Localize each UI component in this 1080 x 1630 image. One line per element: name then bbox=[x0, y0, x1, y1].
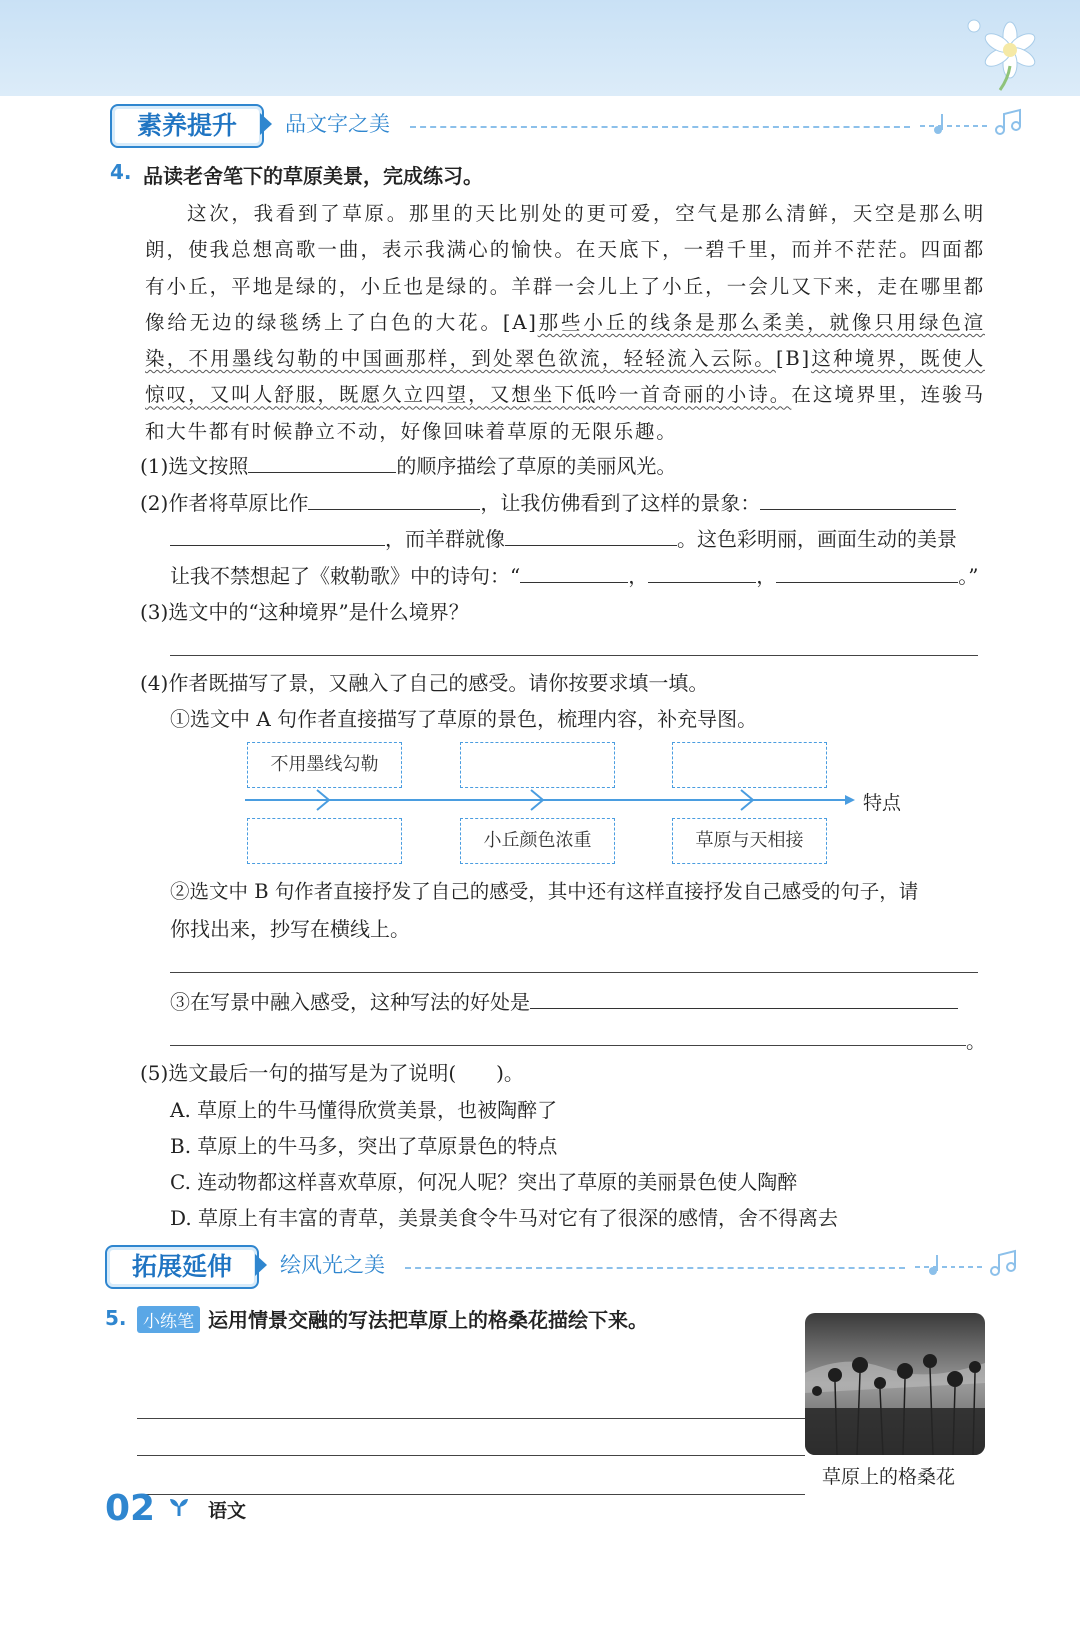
answer-line[interactable] bbox=[170, 655, 978, 656]
section-header-extension bbox=[105, 1245, 1005, 1289]
question-title-text: 运用情景交融的写法把草原上的格桑花描绘下来。 bbox=[208, 1308, 648, 1332]
sub-question-5: (5)选文最后一句的描写是为了说明( )。 bbox=[140, 1061, 524, 1085]
answer-line[interactable] bbox=[137, 1418, 805, 1419]
answer-line[interactable] bbox=[137, 1494, 805, 1495]
answer-blank[interactable] bbox=[308, 487, 480, 510]
badge-arrow-icon bbox=[255, 1254, 267, 1276]
answer-line[interactable] bbox=[137, 1455, 805, 1456]
answer-blank[interactable] bbox=[648, 560, 756, 583]
sub-question-4-item-3 bbox=[170, 986, 958, 1015]
marker-b: [B] bbox=[775, 347, 811, 371]
marker-a: [A] bbox=[502, 310, 538, 334]
sub-question-2-text-c: ，而羊群就像 bbox=[385, 527, 505, 551]
section-badge: 拓展延伸 bbox=[105, 1245, 259, 1289]
option-b[interactable]: B. 草原上的牛马多，突出了草原景色的特点 bbox=[170, 1134, 558, 1158]
quote-end: 。” bbox=[958, 564, 979, 588]
sentence-b: 这种境界，既使人惊叹，又叫人舒服，既愿久立四望，又想坐下低吟一首奇丽的小诗。 bbox=[145, 347, 985, 407]
gesang-flower-photo bbox=[805, 1313, 985, 1455]
section-subtitle: 绘风光之美 bbox=[280, 1253, 385, 1277]
answer-blank[interactable] bbox=[520, 560, 628, 583]
section-badge: 素养提升 bbox=[110, 104, 264, 148]
mind-map-box: 草原与天相接 bbox=[672, 818, 827, 864]
answer-blank[interactable] bbox=[760, 487, 956, 510]
music-note-icon bbox=[920, 106, 1030, 138]
practice-tag: 小练笔 bbox=[137, 1306, 200, 1333]
sub-question-1-text: (1)选文按照 bbox=[140, 454, 249, 478]
option-d[interactable]: D. 草原上有丰富的青草，美景美食令牛马对它有了很深的感情，舍不得离去 bbox=[170, 1206, 839, 1230]
question-number: 5. bbox=[105, 1306, 127, 1330]
sub-question-4-item-2-cont: 你找出来，抄写在横线上。 bbox=[170, 917, 410, 941]
answer-blank[interactable] bbox=[505, 523, 677, 546]
sub-question-2-text-d: 。这色彩明丽，画面生动的美景 bbox=[677, 527, 957, 551]
sub-question-2 bbox=[140, 487, 956, 516]
sub-question-4-item-2: ②选文中 B 句作者直接抒发了自己的感受，其中还有这样直接抒发自己感受的句子，请 bbox=[170, 880, 919, 903]
answer-line[interactable] bbox=[170, 1045, 966, 1046]
sub-question-4-item-3-text: ③在写景中融入感受，这种写法的好处是 bbox=[170, 990, 530, 1014]
divider bbox=[405, 1267, 905, 1269]
photo-caption: 草原上的格桑花 bbox=[822, 1466, 956, 1488]
section-header-literacy bbox=[110, 104, 1010, 148]
mind-map-blank-box[interactable] bbox=[247, 818, 402, 864]
sub-question-1-text-end: 的顺序描绘了草原的美丽风光。 bbox=[396, 454, 677, 478]
sprout-icon bbox=[168, 1496, 190, 1518]
option-a[interactable]: A. 草原上的牛马懂得欣赏美景，也被陶醉了 bbox=[170, 1098, 558, 1122]
answer-blank[interactable] bbox=[170, 523, 385, 546]
passage-text-end: 在这境界里，连骏马和大牛都有时候静立不动，好像回味着草原的无限乐趣。 bbox=[145, 383, 985, 443]
sub-question-2-line3 bbox=[170, 560, 978, 589]
mind-map-blank-box[interactable] bbox=[672, 742, 827, 788]
question-title: 品读老舍笔下的草原美景，完成练习。 bbox=[143, 164, 483, 188]
mind-map-arrow bbox=[245, 785, 865, 815]
sub-question-4-intro: (4)作者既描写了景，又融入了自己的感受。请你按要求填一填。 bbox=[140, 671, 709, 695]
answer-blank[interactable] bbox=[248, 450, 396, 473]
badge-arrow-icon bbox=[260, 113, 272, 135]
sub-question-1 bbox=[140, 450, 676, 479]
section-subtitle: 品文字之美 bbox=[285, 112, 390, 136]
mind-map-blank-box[interactable] bbox=[460, 742, 615, 788]
period: 。 bbox=[966, 1029, 986, 1053]
sub-question-2-text-e: 让我不禁想起了《敕勒歌》中的诗句：“ bbox=[170, 564, 521, 588]
sub-question-2-line2 bbox=[170, 523, 957, 552]
answer-line[interactable] bbox=[170, 972, 978, 973]
answer-blank[interactable] bbox=[530, 986, 958, 1009]
sub-question-2-text: (2)作者将草原比作 bbox=[140, 491, 309, 515]
passage-text: 这次，我看到了草原。那里的天比别处的更可爱，空气是那么清鲜，天空是那么明朗，使我总想高歌一曲，表示我满心的愉快。在天底下，一碧千里，而并不茫茫。四面都有小丘，平地是绿的，小丘也是绿的。羊群一会儿上了小丘，一会儿又下来，走在哪里都像给无边的绿毯绣上了白色的大花。 bbox=[145, 202, 985, 334]
music-note-icon bbox=[915, 1247, 1025, 1279]
comma: ， bbox=[756, 564, 777, 588]
comma: ， bbox=[628, 564, 649, 588]
divider bbox=[410, 126, 910, 128]
reading-passage bbox=[145, 196, 985, 450]
top-header-band bbox=[0, 0, 1080, 96]
option-c[interactable]: C. 连动物都这样喜欢草原，何况人呢？突出了草原的美丽景色使人陶醉 bbox=[170, 1170, 798, 1194]
question-number: 4. bbox=[110, 160, 132, 184]
mind-map-box: 小丘颜色浓重 bbox=[460, 818, 615, 864]
question-title bbox=[137, 1304, 648, 1333]
daisy-decoration-icon bbox=[960, 14, 1050, 94]
page-number: 02 bbox=[105, 1488, 156, 1529]
subject-label: 语文 bbox=[208, 1500, 247, 1522]
sub-question-4-item-1: ①选文中 A 句作者直接描写了草原的景色，梳理内容，补充导图。 bbox=[170, 707, 758, 731]
sentence-a: 那些小丘的线条是那么柔美，就像只用绿色渲染，不用墨线勾勒的中国画那样，到处翠色欲流，轻轻流入云际。 bbox=[145, 310, 985, 371]
mind-map-box: 不用墨线勾勒 bbox=[247, 742, 402, 788]
sub-question-3: (3)选文中的“这种境界”是什么境界？ bbox=[140, 600, 469, 624]
mind-map-label: 特点 bbox=[863, 792, 902, 814]
sub-question-2-text-b: ，让我仿佛看到了这样的景象： bbox=[480, 491, 761, 515]
answer-blank[interactable] bbox=[776, 560, 958, 583]
